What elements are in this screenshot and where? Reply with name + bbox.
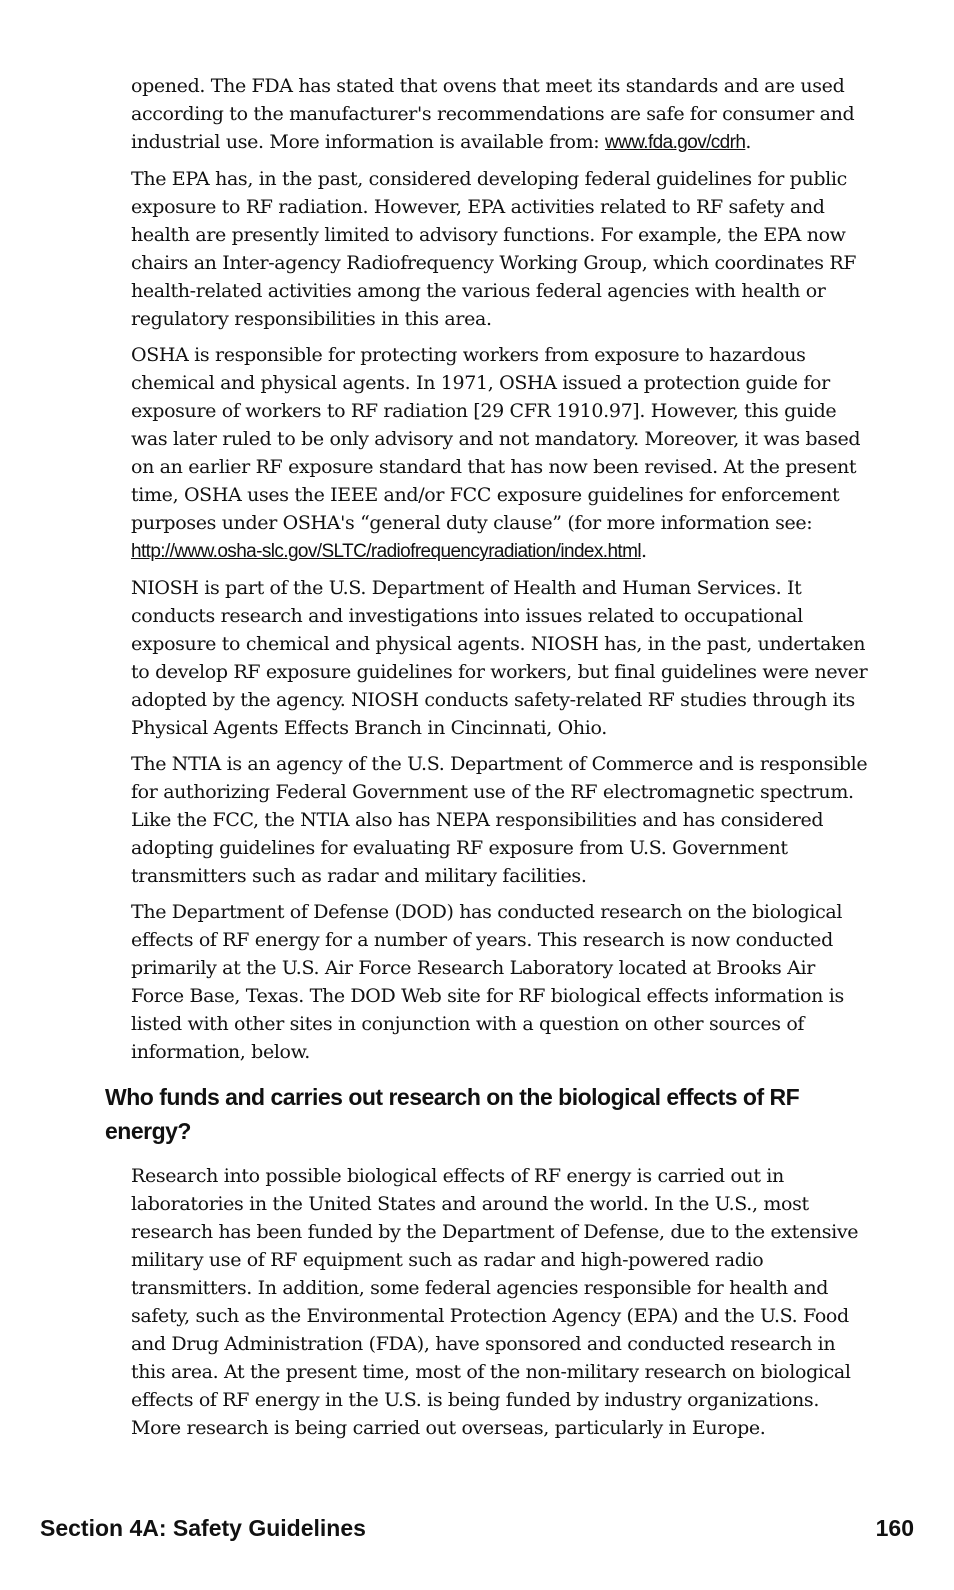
page-number: 160 bbox=[875, 1515, 914, 1541]
paragraph-osha: OSHA is responsible for protecting workers from exposure to hazardous chemical and physical agents. In 1971, OSHA issued a protection guide for exposure of workers to RF radiation [29 CFR 1910.97]. However, this guide was later ruled to be only advisory and not mandatory. Moreover, it was based on an earlier RF exposure standard that has now been revised. At the present time, OSHA uses the IEEE and/or FCC exposure guidelines for enforcement purposes under OSHA's “general duty clause” (for more information see: http://www.osha-slc.gov/SLTC/radiofrequencyradiation/index.html. bbox=[131, 344, 861, 562]
paragraph-ntia: The NTIA is an agency of the U.S. Department of Commerce and is responsible for authorizing Federal Government use of the RF electromagnetic spectrum. Like the FCC, the NTIA also has NEPA responsibilities and has considered adopting guidelines for evaluating RF exposure from U.S. Government transmitters such as radar and military facilities. bbox=[131, 753, 868, 887]
paragraph-fda: opened. The FDA has stated that ovens that meet its standards and are used according to the manufacturer's recommendations are safe for consumer and industrial use. More information is available from: www.fda.gov/cdrh. bbox=[131, 75, 855, 153]
section-heading: Who funds and carries out research on the biological effects of RF energy? bbox=[105, 1084, 800, 1144]
page-body bbox=[105, 72, 871, 1450]
page-footer bbox=[40, 1515, 914, 1542]
osha-link[interactable]: http://www.osha-slc.gov/SLTC/radiofrequencyradiation/index.html bbox=[131, 541, 641, 562]
paragraph-research-funding: Research into possible biological effects of RF energy is carried out in laboratories in the United States and around the world. In the U.S., most research has been funded by the Department of Defense, due to the extensive military use of RF equipment such as radar and high-powered radio transmitters. In addition, some federal agencies responsible for health and safety, such as the Environmental Protection Agency (EPA) and the U.S. Food and Drug Administration (FDA), have sponsored and conducted research in this area. At the present time, most of the non-military research on biological effects of RF energy in the U.S. is being funded by industry organizations. More research is being carried out overseas, particularly in Europe. bbox=[131, 1165, 859, 1439]
paragraph-niosh: NIOSH is part of the U.S. Department of Health and Human Services. It conducts research and investigations into issues related to occupational exposure to chemical and physical agents. NIOSH has, in the past, undertaken to develop RF exposure guidelines for workers, but final guidelines were never adopted by the agency. NIOSH conducts safety-related RF studies through its Physical Agents Effects Branch in Cincinnati, Ohio. bbox=[131, 577, 868, 739]
fda-link[interactable]: www.fda.gov/cdrh bbox=[604, 132, 746, 153]
paragraph-epa: The EPA has, in the past, considered developing federal guidelines for public exposure to RF radiation. However, EPA activities related to RF safety and health are presently limited to advisory functions. For example, the EPA now chairs an Inter-agency Radiofrequency Working Group, which coordinates RF health-related activities among the various federal agencies with health or regulatory responsibilities in this area. bbox=[131, 168, 857, 330]
paragraph-dod: The Department of Defense (DOD) has conducted research on the biological effects of RF energy for a number of years. This research is now conducted primarily at the U.S. Air Force Research Laboratory located at Brooks Air Force Base, Texas. The DOD Web site for RF biological effects information is listed with other sites in conjunction with a question on other sources of information, below. bbox=[131, 901, 844, 1063]
footer-section-title: Section 4A: Safety Guidelines bbox=[40, 1515, 366, 1541]
